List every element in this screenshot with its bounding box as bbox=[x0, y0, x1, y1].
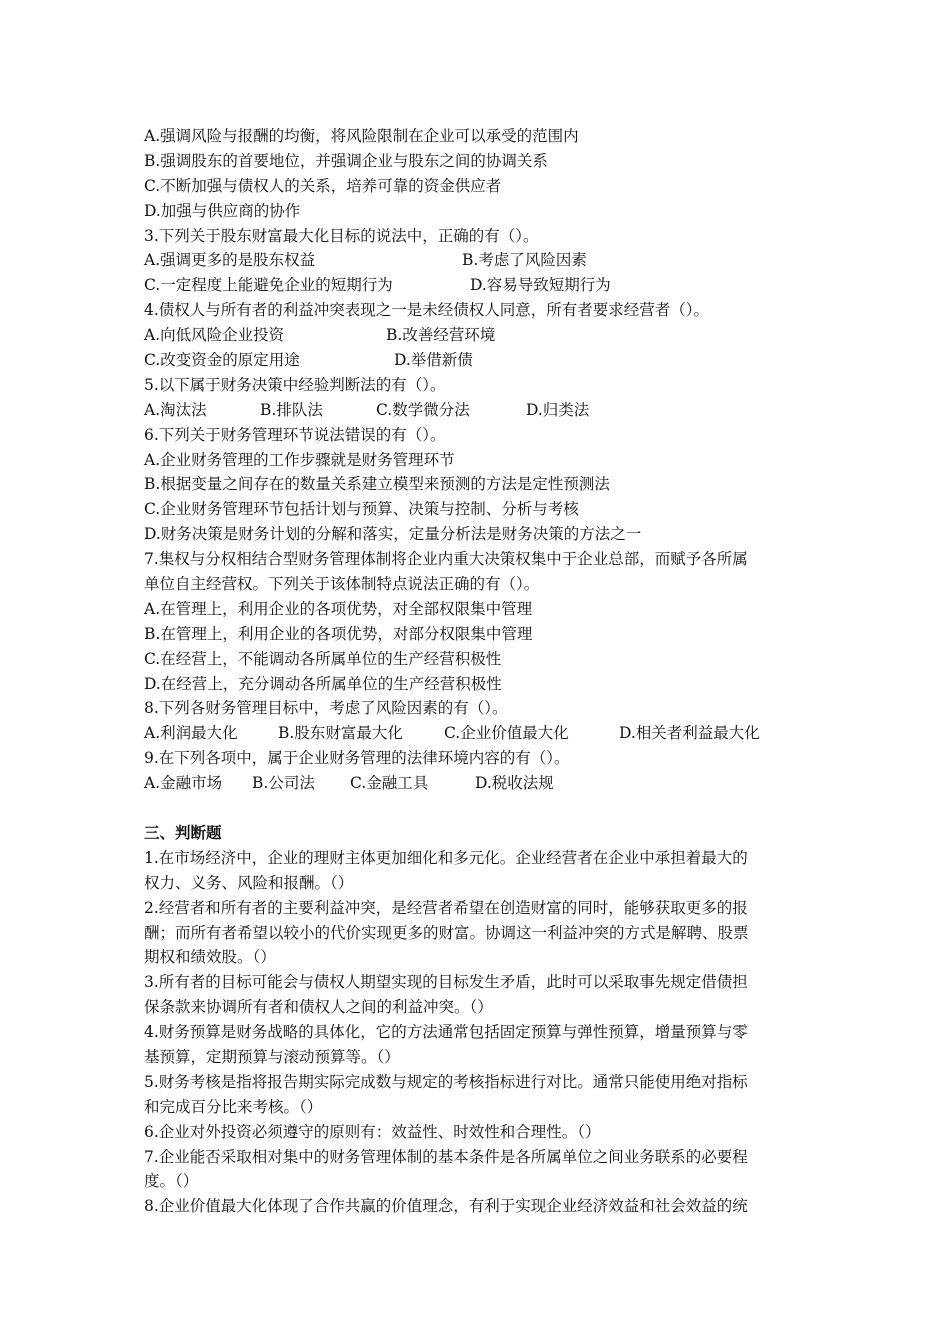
judge-4-line-2: 基预算，定期预算与滚动预算等。（） bbox=[144, 1047, 400, 1066]
q3-option-a: A.强调更多的是股东权益 bbox=[144, 251, 316, 270]
judge-7-line-1: 7.企业能否采取相对集中的财务管理体制的基本条件是各所属单位之间业务联系的必要程 bbox=[144, 1147, 748, 1166]
q2-option-b: B.强调股东的首要地位，并强调企业与股东之间的协调关系 bbox=[144, 151, 548, 170]
q5-options-row bbox=[144, 398, 808, 423]
q6-option-c: C.企业财务管理环节包括计划与预算、决策与控制、分析与考核 bbox=[144, 500, 579, 519]
q6-option-a: A.企业财务管理的工作步骤就是财务管理环节 bbox=[144, 450, 455, 469]
q9-option-b: B.公司法 bbox=[252, 774, 315, 793]
q8-stem: 8.下列各财务管理目标中，考虑了风险因素的有（）。 bbox=[144, 699, 508, 718]
q9-stem: 9.在下列各项中，属于企业财务管理的法律环境内容的有（）。 bbox=[144, 749, 570, 768]
q9-option-c: C.金融工具 bbox=[350, 774, 429, 793]
q8-option-a: A.利润最大化 bbox=[144, 724, 238, 743]
q5-option-c: C.数学微分法 bbox=[376, 400, 470, 419]
q8-options-row bbox=[144, 721, 808, 746]
q4-stem: 4.债权人与所有者的利益冲突表现之一是未经债权人同意，所有者要求经营者（）。 bbox=[144, 301, 710, 320]
q3-options-row-2 bbox=[144, 273, 808, 298]
judge-5-line-2: 和完成百分比来考核。（） bbox=[144, 1097, 323, 1116]
q6-option-d: D.财务决策是财务计划的分解和落实，定量分析法是财务决策的方法之一 bbox=[144, 525, 642, 544]
q3-option-b: B.考虑了风险因素 bbox=[462, 251, 587, 270]
q2-option-c: C.不断加强与债权人的关系，培养可靠的资金供应者 bbox=[144, 176, 502, 195]
q6-stem: 6.下列关于财务管理环节说法错误的有（）。 bbox=[144, 425, 446, 444]
q7-stem-line-1: 7.集权与分权相结合型财务管理体制将企业内重大决策权集中于企业总部，而赋予各所属 bbox=[144, 550, 748, 569]
q7-option-b: B.在管理上，利用企业的各项优势，对部分权限集中管理 bbox=[144, 624, 533, 643]
q4-option-b: B.改善经营环境 bbox=[386, 326, 496, 345]
q5-option-d: D.归类法 bbox=[526, 400, 590, 419]
judge-5-line-1: 5.财务考核是指将报告期实际完成数与规定的考核指标进行对比。通常只能使用绝对指标 bbox=[144, 1072, 748, 1091]
judge-3-line-2: 保条款来协调所有者和债权人之间的利益冲突。（） bbox=[144, 998, 493, 1017]
section-3-title: 三、判断题 bbox=[144, 822, 222, 842]
q7-option-c: C.在经营上，不能调动各所属单位的生产经营积极性 bbox=[144, 649, 502, 668]
q5-option-b: B.排队法 bbox=[260, 400, 323, 419]
q4-option-d: D.举借新债 bbox=[394, 351, 473, 370]
judge-3-line-1: 3.所有者的目标可能会与债权人期望实现的目标发生矛盾，此时可以采取事先规定借债担 bbox=[144, 973, 748, 992]
q2-option-d: D.加强与供应商的协作 bbox=[144, 201, 301, 220]
q5-stem: 5.以下属于财务决策中经验判断法的有（）。 bbox=[144, 375, 446, 394]
q9-option-a: A.金融市场 bbox=[144, 774, 223, 793]
judge-2-line-1: 2.经营者和所有者的主要利益冲突，是经营者希望在创造财富的同时，能够获取更多的报 bbox=[144, 898, 748, 917]
judge-4-line-1: 4.财务预算是财务战略的具体化，它的方法通常包括固定预算与弹性预算，增量预算与零 bbox=[144, 1023, 748, 1042]
q3-option-c: C.一定程度上能避免企业的短期行为 bbox=[144, 276, 393, 295]
judge-1-line-2: 权力、义务、风险和报酬。（） bbox=[144, 873, 354, 892]
q8-option-d: D.相关者利益最大化 bbox=[619, 724, 760, 743]
judge-2-line-2: 酬；而所有者希望以较小的代价实现更多的财富。协调这一利益冲突的方式是解聘、股票 bbox=[144, 923, 749, 942]
section-spacer bbox=[144, 796, 808, 821]
judge-8-line-1: 8.企业价值最大化体现了合作共赢的价值理念，有利于实现企业经济效益和社会效益的统 bbox=[144, 1197, 748, 1216]
judge-7-line-2: 度。（） bbox=[144, 1172, 199, 1191]
q4-option-a: A.向低风险企业投资 bbox=[144, 326, 285, 345]
q3-stem: 3.下列关于股东财富最大化目标的说法中，正确的有（）。 bbox=[144, 226, 539, 245]
q4-options-row-2 bbox=[144, 348, 808, 373]
q2-option-a: A.强调风险与报酬的均衡，将风险限制在企业可以承受的范围内 bbox=[144, 127, 579, 145]
q7-option-d: D.在经营上，充分调动各所属单位的生产经营积极性 bbox=[144, 674, 502, 693]
q9-options-row bbox=[144, 771, 808, 796]
document-body bbox=[144, 124, 808, 1219]
q7-option-a: A.在管理上，利用企业的各项优势，对全部权限集中管理 bbox=[144, 599, 533, 618]
q7-stem-line-2: 单位自主经营权。下列关于该体制特点说法正确的有（）。 bbox=[144, 575, 540, 594]
q5-option-a: A.淘汰法 bbox=[144, 400, 207, 419]
q8-option-b: B.股东财富最大化 bbox=[278, 724, 403, 743]
q4-options-row-1 bbox=[144, 323, 808, 348]
judge-6-line-1: 6.企业对外投资必须遵守的原则有：效益性、时效性和合理性。（） bbox=[144, 1122, 601, 1141]
q4-option-c: C.改变资金的原定用途 bbox=[144, 351, 300, 370]
q9-option-d: D.税收法规 bbox=[475, 774, 554, 793]
judge-1-line-1: 1.在市场经济中，企业的理财主体更加细化和多元化。企业经营者在企业中承担着最大的 bbox=[144, 848, 748, 867]
q6-option-b: B.根据变量之间存在的数量关系建立模型来预测的方法是定性预测法 bbox=[144, 475, 610, 494]
q8-option-c: C.企业价值最大化 bbox=[444, 724, 569, 743]
q3-option-d: D.容易导致短期行为 bbox=[470, 276, 611, 295]
judge-2-line-3: 期权和绩效股。（） bbox=[144, 948, 276, 967]
q3-options-row-1 bbox=[144, 248, 808, 273]
